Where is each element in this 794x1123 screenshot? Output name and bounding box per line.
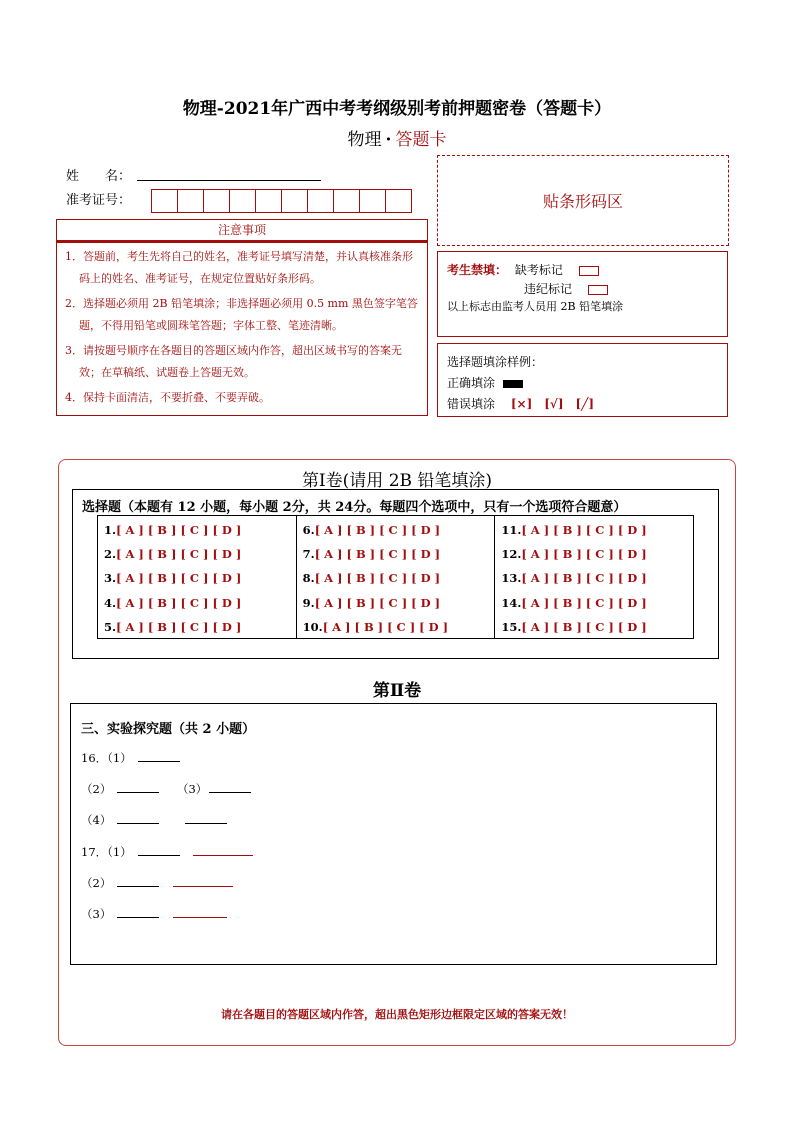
mc-column <box>98 516 297 638</box>
q16-part2-3: （2） （3） <box>81 781 251 797</box>
answer-line[interactable] <box>117 813 159 824</box>
mc-column <box>297 516 496 638</box>
page-subtitle <box>0 125 794 150</box>
answer-line[interactable] <box>138 845 180 856</box>
experiment-heading: 三、实验探究题（共 2 小题） <box>81 722 256 737</box>
footer-note: 请在各题目的答题区域内作答，超出黑色矩形边框限定区域的答案无效！ <box>221 1008 573 1021</box>
notice-item: 1．答题前，考生先将自己的姓名，准考证号填写清楚，并认真核准条形码上的姓名、准考证号，在规定位置贴好条形码。 <box>65 250 413 285</box>
answer-line[interactable] <box>117 876 159 887</box>
mc-question[interactable]: 14.[ A ] [ B ] [ C ] [ D ] <box>501 595 647 610</box>
q16-part4: （4） <box>81 812 227 828</box>
page-title: 物理-2021年广西中考考纲级别考前押题密卷（答题卡） <box>182 99 612 119</box>
answer-line[interactable] <box>209 782 251 793</box>
q17-part3: （3） <box>81 906 227 922</box>
q16-part1: 16．（1） <box>81 750 180 766</box>
notice-item: 4．保持卡面清洁，不要折叠、不要弄破。 <box>65 391 270 404</box>
mc-block <box>72 489 719 659</box>
mc-question[interactable]: 15.[ A ] [ B ] [ C ] [ D ] <box>501 619 647 634</box>
id-digit-box[interactable] <box>308 190 334 212</box>
wrong-fill-label: 错误填涂 <box>447 397 496 411</box>
answer-line[interactable] <box>117 782 159 793</box>
notice-box <box>56 241 428 416</box>
forbidden-label: 考生禁填： <box>447 263 508 277</box>
subtitle-subject: 物理 <box>347 130 382 150</box>
mc-question[interactable]: 11.[ A ] [ B ] [ C ] [ D ] <box>501 523 647 537</box>
name-field[interactable] <box>137 180 321 181</box>
mc-question[interactable]: 2.[ A ] [ B ] [ C ] [ D ] <box>104 547 242 562</box>
part1-title: 第Ⅰ卷(请用 2B 铅笔填涂) <box>301 471 493 491</box>
mc-question[interactable]: 1.[ A ] [ B ] [ C ] [ D ] <box>104 523 242 537</box>
id-digit-box[interactable] <box>152 190 178 212</box>
id-digit-box[interactable] <box>256 190 282 212</box>
answer-line[interactable] <box>173 907 227 918</box>
q17-part1: 17．（1） <box>81 844 253 860</box>
subtitle-dot: · <box>385 130 392 150</box>
violation-mark-box[interactable] <box>588 285 608 295</box>
mc-column <box>495 516 693 638</box>
answer-line[interactable] <box>117 907 159 918</box>
part2-title: 第Ⅱ卷 <box>372 681 422 701</box>
id-digit-box[interactable] <box>282 190 308 212</box>
id-label: 准考证号： <box>66 193 132 208</box>
mc-question[interactable]: 7.[ A ] [ B ] [ C ] [ D ] <box>302 547 441 562</box>
mc-heading: 选择题（本题有 12 小题，每小题 2分，共 24分。每题四个选项中，只有一个选项符合题意） <box>82 500 627 515</box>
absent-label: 缺考标记 <box>514 263 563 277</box>
id-digit-box[interactable] <box>178 190 204 212</box>
mc-question[interactable]: 12.[ A ] [ B ] [ C ] [ D ] <box>501 547 647 562</box>
violation-label: 违纪标记 <box>524 282 573 296</box>
correct-fill-sample <box>503 380 523 388</box>
answer-line[interactable] <box>185 813 227 824</box>
name-label: 姓 名： <box>66 169 132 184</box>
answer-line[interactable] <box>138 751 180 762</box>
q17-part2: （2） <box>81 875 233 891</box>
id-digit-box[interactable] <box>386 190 411 212</box>
barcode-area: 贴条形码区 <box>437 155 729 246</box>
fill-sample-title: 选择题填涂样例： <box>447 355 544 369</box>
answer-line[interactable] <box>173 876 233 887</box>
forbidden-box <box>437 251 728 337</box>
absent-mark-box[interactable] <box>579 266 599 276</box>
mc-question[interactable]: 10.[ A ] [ B ] [ C ] [ D ] <box>302 619 449 634</box>
subtitle-card: 答题卡 <box>395 130 447 150</box>
mc-question[interactable]: 5.[ A ] [ B ] [ C ] [ D ] <box>104 619 242 634</box>
mc-question[interactable]: 8.[ A ] [ B ] [ C ] [ D ] <box>302 571 441 586</box>
forbidden-note: 以上标志由监考人员用 2B 铅笔填涂 <box>447 300 624 313</box>
id-digit-box[interactable] <box>360 190 386 212</box>
wrong-fill-samples: [×] [√] [╱] <box>510 397 595 411</box>
id-digit-box[interactable] <box>334 190 360 212</box>
fill-sample-box <box>437 343 728 417</box>
mc-question[interactable]: 3.[ A ] [ B ] [ C ] [ D ] <box>104 571 242 586</box>
id-digit-box[interactable] <box>230 190 256 212</box>
mc-grid <box>97 515 694 639</box>
notice-item: 2．选择题必须用 2B 铅笔填涂；非选择题必须用 0.5 mm 黑色签字笔答题，不得用铅笔或圆珠笔答题；字体工整、笔迹清晰。 <box>65 297 418 332</box>
notice-item: 3．请按题号顺序在各题目的答题区域内作答，超出区域书写的答案无效；在草稿纸、试题卷上答题无效。 <box>65 344 402 379</box>
answer-line[interactable] <box>193 845 253 856</box>
id-number-boxes[interactable] <box>151 189 412 213</box>
mc-question[interactable]: 13.[ A ] [ B ] [ C ] [ D ] <box>501 571 647 586</box>
mc-question[interactable]: 9.[ A ] [ B ] [ C ] [ D ] <box>302 595 441 610</box>
id-digit-box[interactable] <box>204 190 230 212</box>
mc-question[interactable]: 4.[ A ] [ B ] [ C ] [ D ] <box>104 595 242 610</box>
mc-question[interactable]: 6.[ A ] [ B ] [ C ] [ D ] <box>302 523 441 537</box>
notice-heading: 注意事项 <box>56 219 428 241</box>
experiment-block <box>70 703 717 965</box>
correct-fill-label: 正确填涂 <box>447 376 496 390</box>
